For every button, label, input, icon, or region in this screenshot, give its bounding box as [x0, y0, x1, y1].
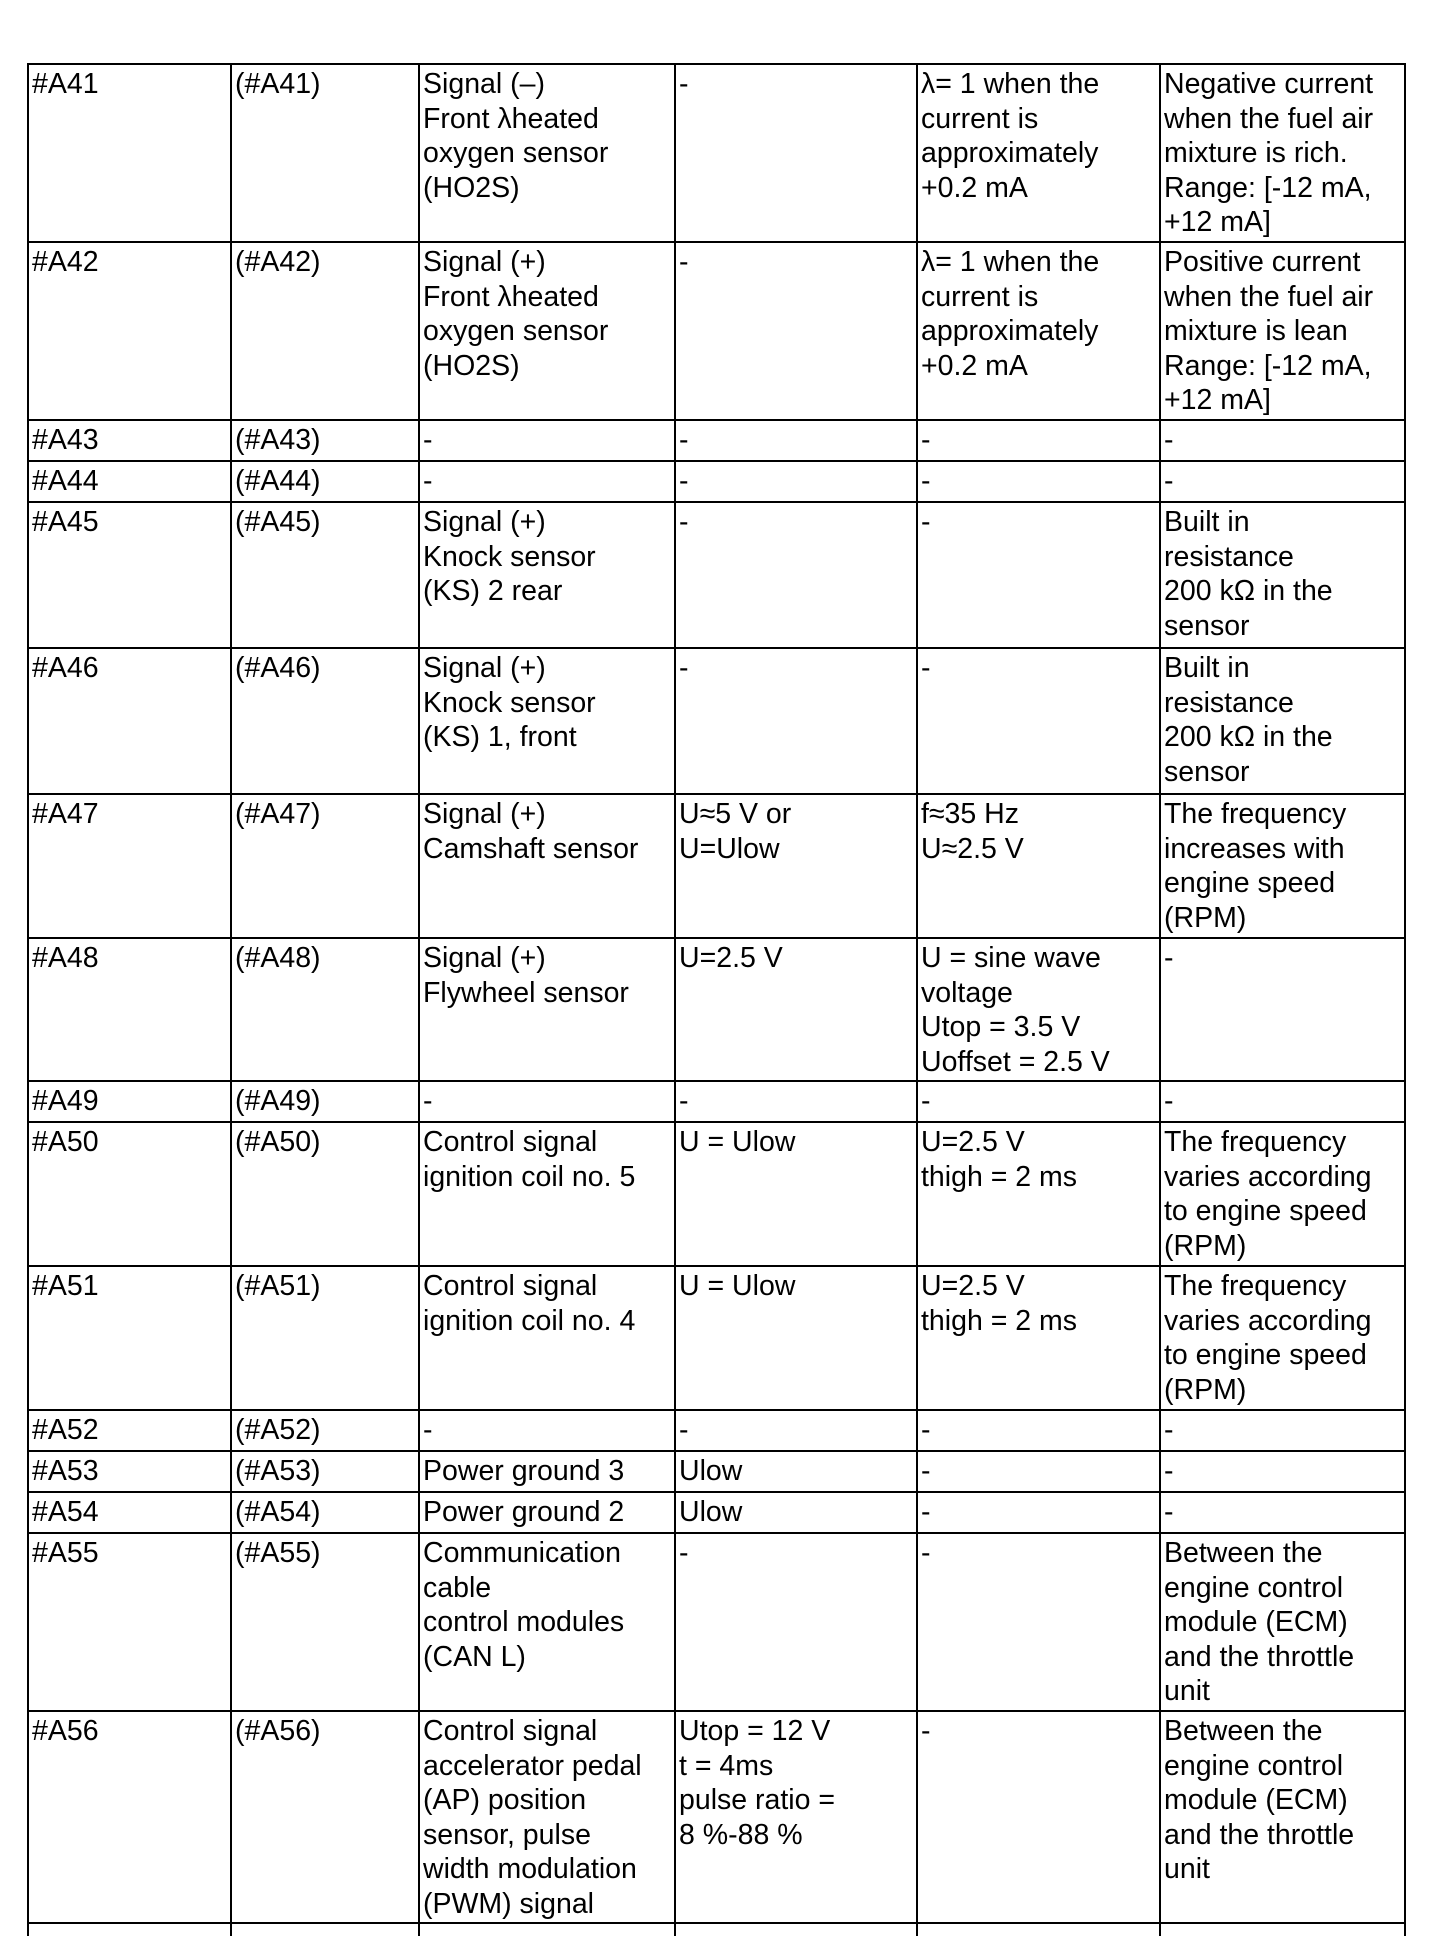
continuation-cell — [231, 1923, 419, 1936]
value-cell: - — [675, 461, 917, 502]
value-cell: - — [675, 1533, 917, 1711]
note-cell: - — [1160, 1081, 1405, 1122]
value-cell: U = Ulow — [675, 1266, 917, 1410]
description-cell: Control signal accelerator pedal (AP) position sensor, pulse width modulation (PWM) signal — [419, 1711, 675, 1923]
value-cell: - — [675, 1410, 917, 1451]
value-cell: U≈5 V or U=Ulow — [675, 794, 917, 938]
value-cell: Utop = 12 V t = 4ms pulse ratio = 8 %-88 % — [675, 1711, 917, 1923]
pin-cell: #A49 — [28, 1081, 231, 1122]
description-cell: Control signal ignition coil no. 5 — [419, 1122, 675, 1266]
table-row — [28, 1081, 1405, 1122]
description-cell: - — [419, 1410, 675, 1451]
note-cell: - — [1160, 420, 1405, 461]
value-cell: Ulow — [675, 1492, 917, 1533]
alt-pin-cell: (#A45) — [231, 502, 419, 648]
table-row — [28, 1492, 1405, 1533]
table-continuation — [28, 1923, 1405, 1936]
description-cell: Signal (+) Camshaft sensor — [419, 794, 675, 938]
alt-pin-cell: (#A47) — [231, 794, 419, 938]
signal-cell: - — [917, 1533, 1160, 1711]
signal-cell: - — [917, 1711, 1160, 1923]
signal-cell: - — [917, 1451, 1160, 1492]
description-cell: Signal (+) Knock sensor (KS) 2 rear — [419, 502, 675, 648]
alt-pin-cell: (#A41) — [231, 64, 419, 242]
continuation-cell — [28, 1923, 231, 1936]
signal-cell: f≈35 Hz U≈2.5 V — [917, 794, 1160, 938]
value-cell: - — [675, 648, 917, 794]
alt-pin-cell: (#A56) — [231, 1711, 419, 1923]
continuation-cell — [1160, 1923, 1405, 1936]
alt-pin-cell: (#A50) — [231, 1122, 419, 1266]
note-cell: Between the engine control module (ECM) and the throttle unit — [1160, 1533, 1405, 1711]
description-cell: - — [419, 420, 675, 461]
table-row — [28, 420, 1405, 461]
description-cell: - — [419, 461, 675, 502]
value-cell: U = Ulow — [675, 1122, 917, 1266]
signal-cell: λ= 1 when the current is approximately +0.2 mA — [917, 64, 1160, 242]
note-cell: Built in resistance 200 kΩ in the sensor — [1160, 648, 1405, 794]
alt-pin-cell: (#A46) — [231, 648, 419, 794]
note-cell: - — [1160, 1451, 1405, 1492]
description-cell: Communication cable control modules (CAN L) — [419, 1533, 675, 1711]
alt-pin-cell: (#A53) — [231, 1451, 419, 1492]
alt-pin-cell: (#A49) — [231, 1081, 419, 1122]
value-cell: - — [675, 242, 917, 420]
table-row — [28, 1410, 1405, 1451]
note-cell: - — [1160, 461, 1405, 502]
signal-cell: U=2.5 V thigh = 2 ms — [917, 1266, 1160, 1410]
continuation-cell — [917, 1923, 1160, 1936]
value-cell: - — [675, 420, 917, 461]
table-row — [28, 1533, 1405, 1711]
note-cell: The frequency varies according to engine speed (RPM) — [1160, 1122, 1405, 1266]
pin-table — [27, 63, 1406, 1936]
pin-cell: #A41 — [28, 64, 231, 242]
document-page — [27, 63, 1406, 1936]
signal-cell: - — [917, 1081, 1160, 1122]
pin-cell: #A43 — [28, 420, 231, 461]
pin-cell: #A50 — [28, 1122, 231, 1266]
alt-pin-cell: (#A42) — [231, 242, 419, 420]
pin-cell: #A48 — [28, 938, 231, 1081]
pin-cell: #A42 — [28, 242, 231, 420]
alt-pin-cell: (#A44) — [231, 461, 419, 502]
table-row — [28, 1711, 1405, 1923]
alt-pin-cell: (#A55) — [231, 1533, 419, 1711]
pin-cell: #A55 — [28, 1533, 231, 1711]
signal-cell: - — [917, 648, 1160, 794]
table-row — [28, 242, 1405, 420]
signal-cell: λ= 1 when the current is approximately +0.2 mA — [917, 242, 1160, 420]
pin-cell: #A52 — [28, 1410, 231, 1451]
pin-cell: #A47 — [28, 794, 231, 938]
alt-pin-cell: (#A54) — [231, 1492, 419, 1533]
value-cell: - — [675, 64, 917, 242]
alt-pin-cell: (#A52) — [231, 1410, 419, 1451]
description-cell: Signal (+) Front λheated oxygen sensor (HO2S) — [419, 242, 675, 420]
alt-pin-cell: (#A48) — [231, 938, 419, 1081]
note-cell: Built in resistance 200 kΩ in the sensor — [1160, 502, 1405, 648]
signal-cell: - — [917, 502, 1160, 648]
table-row — [28, 502, 1405, 648]
pin-cell: #A44 — [28, 461, 231, 502]
note-cell: - — [1160, 1492, 1405, 1533]
table-row — [28, 648, 1405, 794]
value-cell: - — [675, 502, 917, 648]
description-cell: - — [419, 1081, 675, 1122]
note-cell: - — [1160, 938, 1405, 1081]
continuation-cell — [675, 1923, 917, 1936]
table-row — [28, 938, 1405, 1081]
continuation-cell — [419, 1923, 675, 1936]
pin-cell: #A56 — [28, 1711, 231, 1923]
value-cell: U=2.5 V — [675, 938, 917, 1081]
description-cell: Control signal ignition coil no. 4 — [419, 1266, 675, 1410]
description-cell: Signal (+) Knock sensor (KS) 1, front — [419, 648, 675, 794]
pin-cell: #A46 — [28, 648, 231, 794]
signal-cell: - — [917, 1492, 1160, 1533]
description-cell: Signal (–) Front λheated oxygen sensor (HO2S) — [419, 64, 675, 242]
value-cell: Ulow — [675, 1451, 917, 1492]
value-cell: - — [675, 1081, 917, 1122]
pin-table-body — [28, 64, 1405, 1936]
pin-cell: #A45 — [28, 502, 231, 648]
table-row — [28, 1266, 1405, 1410]
table-row — [28, 461, 1405, 502]
description-cell: Power ground 3 — [419, 1451, 675, 1492]
pin-cell: #A53 — [28, 1451, 231, 1492]
note-cell: The frequency varies according to engine speed (RPM) — [1160, 1266, 1405, 1410]
pin-cell: #A54 — [28, 1492, 231, 1533]
pin-cell: #A51 — [28, 1266, 231, 1410]
alt-pin-cell: (#A43) — [231, 420, 419, 461]
note-cell: The frequency increases with engine speed (RPM) — [1160, 794, 1405, 938]
signal-cell: U = sine wave voltage Utop = 3.5 V Uoffset = 2.5 V — [917, 938, 1160, 1081]
signal-cell: U=2.5 V thigh = 2 ms — [917, 1122, 1160, 1266]
description-cell: Power ground 2 — [419, 1492, 675, 1533]
note-cell: - — [1160, 1410, 1405, 1451]
alt-pin-cell: (#A51) — [231, 1266, 419, 1410]
note-cell: Positive current when the fuel air mixture is lean Range: [-12 mA, +12 mA] — [1160, 242, 1405, 420]
signal-cell: - — [917, 420, 1160, 461]
note-cell: Negative current when the fuel air mixture is rich. Range: [-12 mA, +12 mA] — [1160, 64, 1405, 242]
signal-cell: - — [917, 461, 1160, 502]
table-row — [28, 64, 1405, 242]
signal-cell: - — [917, 1410, 1160, 1451]
table-row — [28, 1122, 1405, 1266]
note-cell: Between the engine control module (ECM) and the throttle unit — [1160, 1711, 1405, 1923]
table-row — [28, 794, 1405, 938]
table-row — [28, 1451, 1405, 1492]
description-cell: Signal (+) Flywheel sensor — [419, 938, 675, 1081]
